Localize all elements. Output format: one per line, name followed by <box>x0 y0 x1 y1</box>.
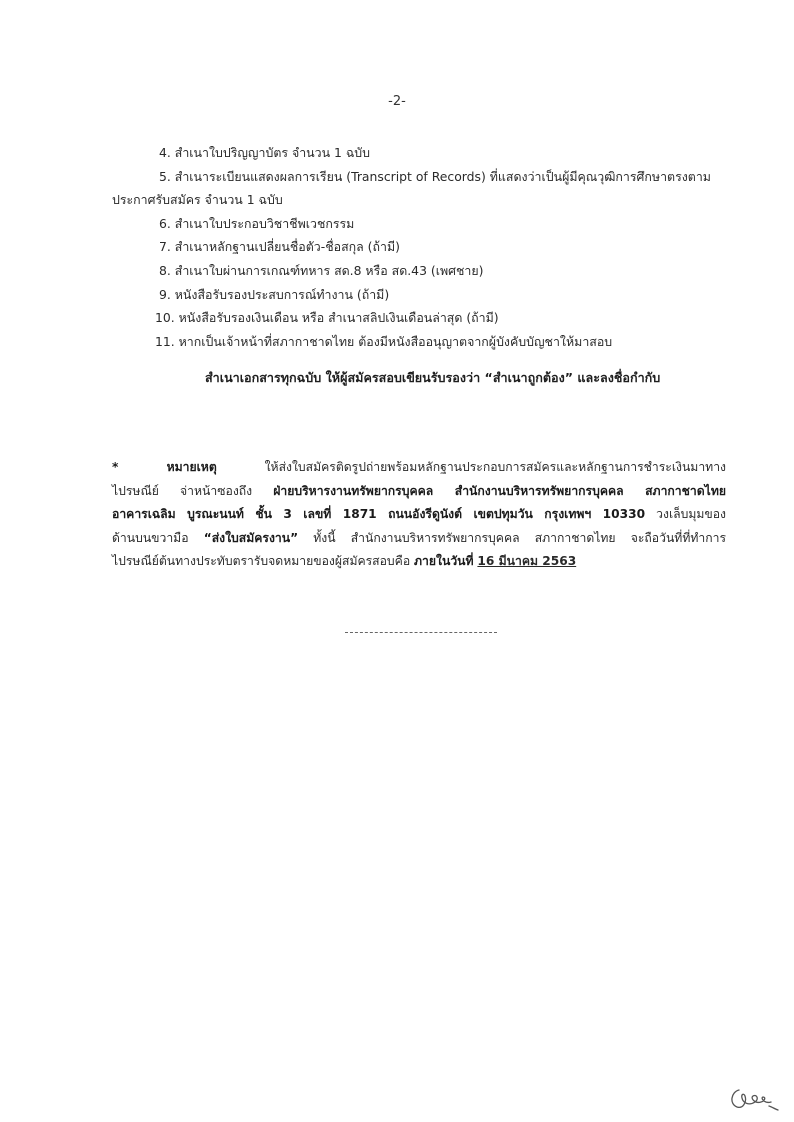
list-item: 11. หากเป็นเจ้าหน้าที่สภากาชาดไทย ต้องมีหนังสืออนุญาตจากผู้บังคับบัญชาให้มาสอบ <box>155 333 613 349</box>
note-line <box>112 456 726 480</box>
note-paragraph <box>112 456 726 574</box>
list-item: 9. หนังสือรับรองประสบการณ์ทำงาน (ถ้ามี) <box>159 286 390 302</box>
note-text: ไปรษณีย์ต้นทางประทับตรารับจดหมายของผู้สมัครสอบคือ <box>112 554 415 569</box>
envelope-label: “ส่งใบสมัครงาน” <box>203 530 299 545</box>
note-text: ไปรษณีย์ จ่าหน้าซองถึง <box>112 483 274 498</box>
list-item-continuation: ประกาศรับสมัคร จำนวน 1 ฉบับ <box>112 192 283 208</box>
note-text: วงเล็บมุมของ <box>645 507 726 522</box>
deadline-label: ภายในวันที่ <box>414 554 474 569</box>
note-text: ให้ส่งใบสมัครติดรูปถ่ายพร้อมหลักฐานประกอบการสมัครและหลักฐานการชำระเงินมาทาง <box>216 460 726 474</box>
list-item: 8. สำเนาใบผ่านการเกณฑ์ทหาร สด.8 หรือ สด.43 (เพศชาย) <box>159 262 484 278</box>
list-item: 7. สำเนาหลักฐานเปลี่ยนชื่อตัว-ชื่อสกุล (ถ้ามี) <box>159 239 400 255</box>
certify-copies-instruction: สำเนาเอกสารทุกฉบับ ให้ผู้สมัครสอบเขียนรับรองว่า “สำเนาถูกต้อง” และลงชื่อกำกับ <box>205 370 661 385</box>
deadline-date: 16 มีนาคม 2563 <box>477 554 577 569</box>
recipient-department: ฝ่ายบริหารงานทรัพยากรบุคคล สำนักงานบริหารทรัพยากรบุคคล สภากาชาดไทย <box>273 483 726 498</box>
note-line <box>112 527 726 551</box>
note-text: ทั้งนี้ สำนักงานบริหารทรัพยากรบุคคล สภากาชาดไทย จะถือวันที่ที่ทำการ <box>298 530 726 545</box>
note-text: ด้านบนขวามือ <box>112 530 204 545</box>
page-number: -2- <box>388 94 406 109</box>
recipient-address: อาคารเฉลิม บูรณะนนท์ ชั้น 3 เลขที่ 1871 ถนนอังรีดูนังต์ เขตปทุมวัน กรุงเทพฯ 10330 <box>112 507 646 522</box>
list-item: 10. หนังสือรับรองเงินเดือน หรือ สำเนาสลิปเงินเดือนล่าสุด (ถ้ามี) <box>155 310 499 326</box>
list-item: 6. สำเนาใบประกอบวิชาชีพเวชกรรม <box>159 215 355 231</box>
note-label: * หมายเหตุ <box>112 460 217 474</box>
end-divider <box>345 632 497 633</box>
initials-signature-icon <box>725 1080 781 1116</box>
note-line <box>112 503 726 527</box>
list-item: 5. สำเนาระเบียนแสดงผลการเรียน (Transcript of Records) ที่แสดงว่าเป็นผู้มีคุณวุฒิการศึกษาตรงตาม <box>159 168 711 184</box>
note-line <box>112 480 726 504</box>
required-documents-list <box>112 141 732 353</box>
list-item: 4. สำเนาใบปริญญาบัตร จำนวน 1 ฉบับ <box>159 145 371 160</box>
note-line <box>112 550 726 574</box>
